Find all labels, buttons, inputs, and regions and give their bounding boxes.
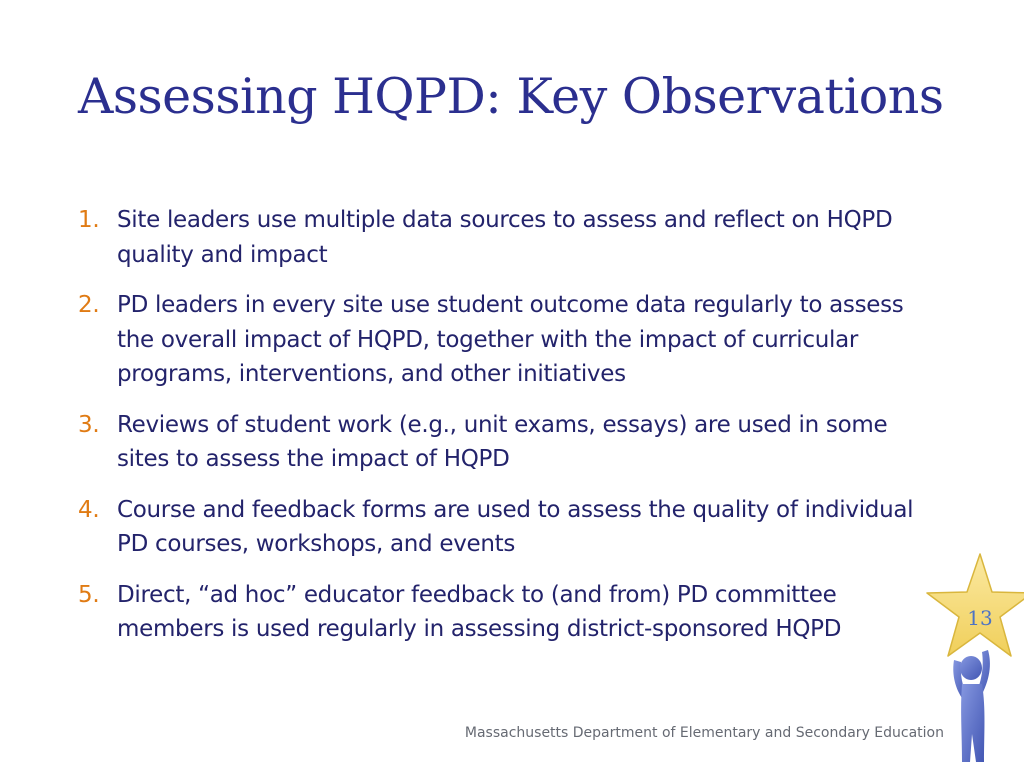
list-item-number: 1. xyxy=(78,207,100,233)
list-item xyxy=(78,288,928,392)
slide-title: Assessing HQPD: Key Observations xyxy=(78,68,944,125)
list-item xyxy=(78,203,928,272)
list-item xyxy=(78,493,928,562)
observation-list xyxy=(78,203,928,663)
list-item-text: Site leaders use multiple data sources to assess and reflect on HQPD quality and impact xyxy=(117,207,893,268)
list-item-text: Reviews of student work (e.g., unit exams, essays) are used in some sites to assess the impact of HQPD xyxy=(117,411,888,472)
list-item-number: 3. xyxy=(78,411,100,438)
figure-shape xyxy=(953,650,990,762)
slide-footer: Massachusetts Department of Elementary and Secondary Education xyxy=(464,725,944,741)
list-item-text: Course and feedback forms are used to assess the quality of individual PD courses, workshops, and events xyxy=(117,496,914,557)
list-item-number: 4. xyxy=(78,496,100,523)
list-item-text: Direct, “ad hoc” educator feedback to (and from) PD committee members is used regularly in assessing district-sponsored HQPD xyxy=(117,581,842,642)
list-item xyxy=(78,408,928,477)
list-item-number: 5. xyxy=(78,581,100,608)
list-item-text: PD leaders in every site use student outcome data regularly to assess the overall impact of HQPD, together with the impact of curricular programs, interventions, and other initiatives xyxy=(117,292,904,387)
page-number: 13 xyxy=(967,606,993,630)
list-item-number: 2. xyxy=(78,292,100,318)
list-item xyxy=(78,578,928,647)
